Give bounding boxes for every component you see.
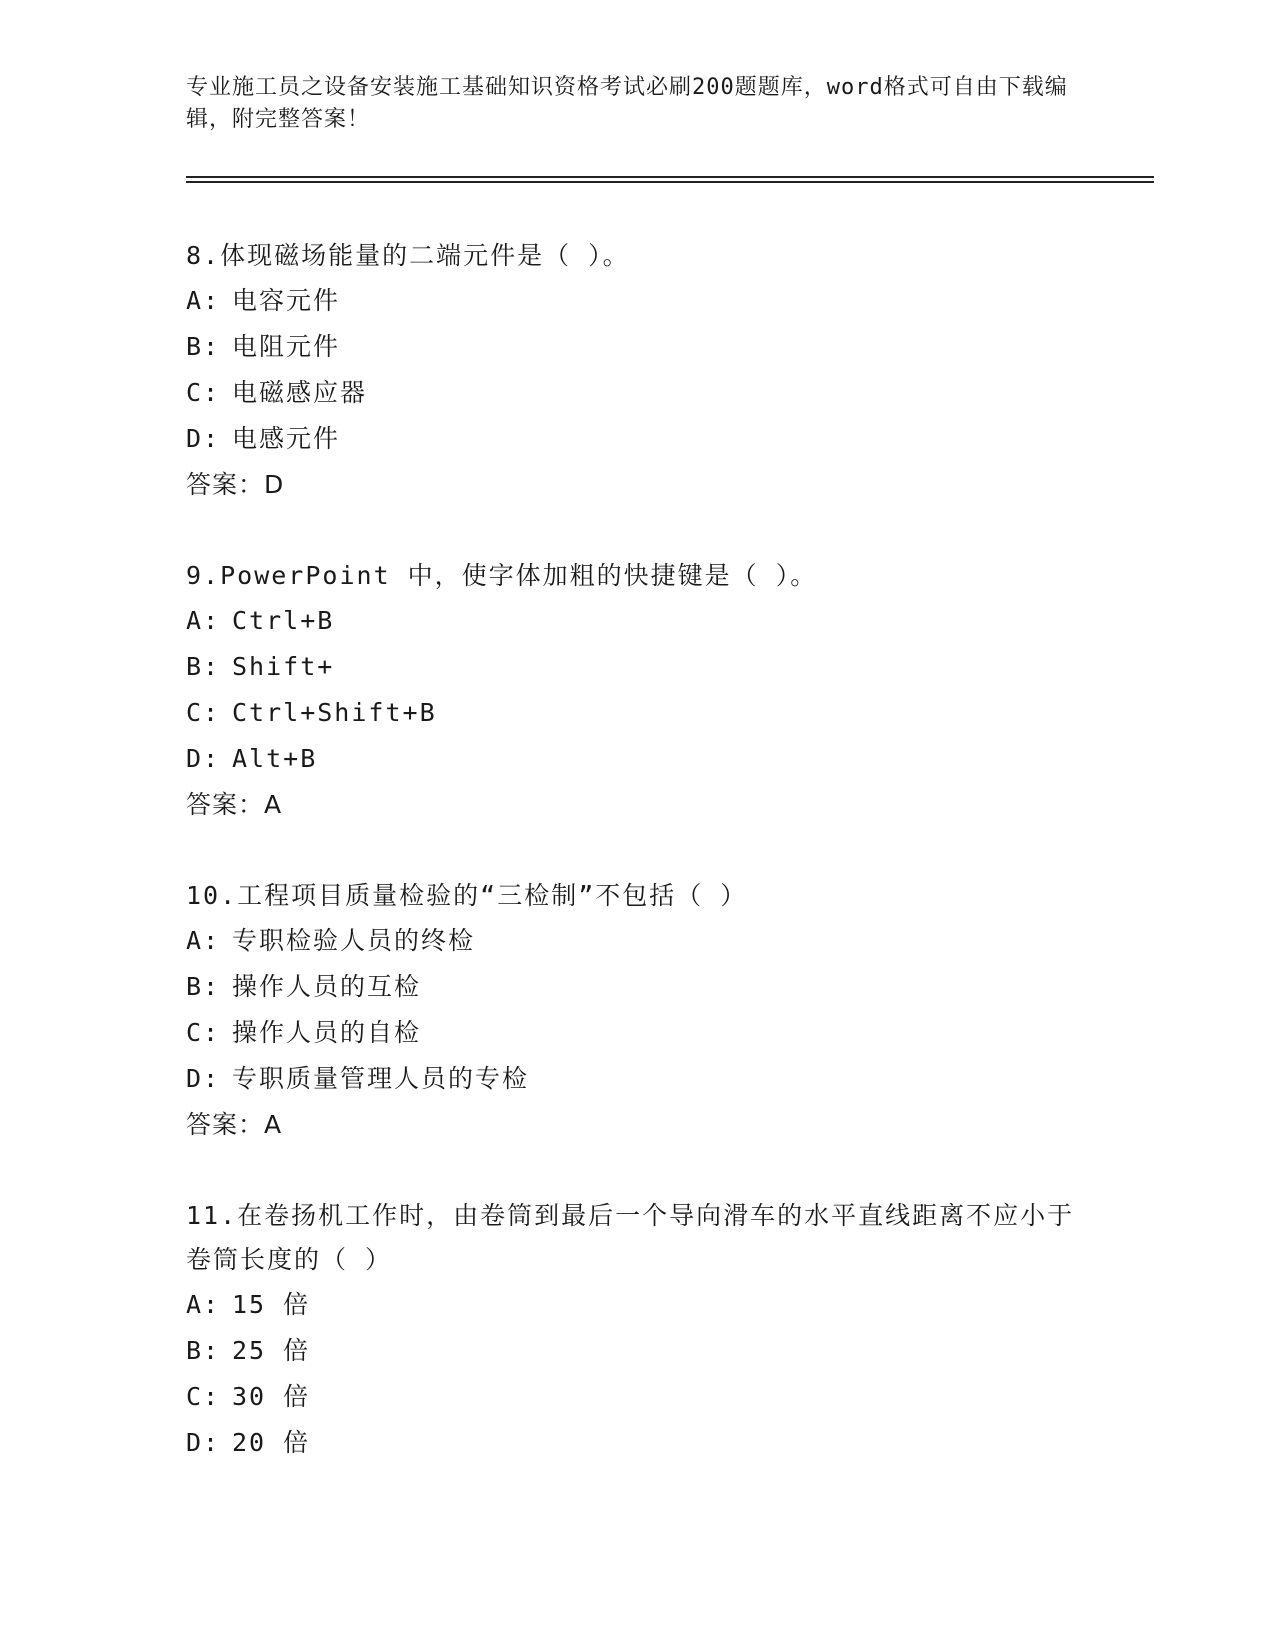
option-text: Alt+B [232, 744, 318, 773]
option-c [186, 370, 1086, 416]
option-text: 电阻元件 [232, 332, 341, 361]
option-text: 电磁感应器 [232, 378, 368, 407]
option-a [186, 278, 1086, 324]
question-11 [186, 1194, 1086, 1466]
answer-line: 答案：D [186, 470, 285, 499]
option-text: 30 倍 [232, 1382, 311, 1411]
option-a [186, 1282, 1086, 1328]
option-a [186, 598, 1086, 644]
option-text: Ctrl+B [232, 606, 335, 635]
question-9 [186, 554, 1086, 828]
option-d [186, 736, 1086, 782]
answer-line: 答案：A [186, 790, 283, 819]
document-header: 专业施工员之设备安装施工基础知识资格考试必刷200题题库，word格式可自由下载编辑，附完整答案！ [186, 75, 1068, 132]
option-text: Shift+ [232, 652, 335, 681]
option-letter: B: [186, 652, 221, 681]
option-text: 专职质量管理人员的专检 [232, 1064, 530, 1093]
option-c [186, 1010, 1086, 1056]
option-letter: B: [186, 972, 221, 1001]
question-stem: 8.体现磁场能量的二端元件是（ ）。 [186, 241, 630, 270]
option-d [186, 1056, 1086, 1102]
option-text: 操作人员的自检 [232, 1018, 422, 1047]
question-8 [186, 234, 1086, 508]
option-letter: C: [186, 1018, 221, 1047]
option-letter: A: [186, 1290, 221, 1319]
option-a [186, 918, 1086, 964]
header-rule-top [186, 176, 1154, 178]
option-c [186, 690, 1086, 736]
header-rule-bottom [186, 181, 1154, 183]
option-b [186, 964, 1086, 1010]
option-letter: C: [186, 1382, 221, 1411]
question-stem: 10.工程项目质量检验的“三检制”不包括（ ） [186, 881, 748, 910]
question-10 [186, 874, 1086, 1148]
option-letter: D: [186, 1064, 221, 1093]
option-letter: D: [186, 1428, 221, 1457]
option-letter: C: [186, 378, 221, 407]
question-stem: 9.PowerPoint 中，使字体加粗的快捷键是（ ）。 [186, 561, 818, 590]
question-stem: 11.在卷扬机工作时，由卷筒到最后一个导向滑车的水平直线距离不应小于卷筒长度的（ ） [186, 1201, 1075, 1274]
option-b [186, 644, 1086, 690]
option-text: 25 倍 [232, 1336, 311, 1365]
option-text: 专职检验人员的终检 [232, 926, 476, 955]
option-text: Ctrl+Shift+B [232, 698, 437, 727]
option-letter: A: [186, 926, 221, 955]
option-b [186, 1328, 1086, 1374]
option-text: 操作人员的互检 [232, 972, 422, 1001]
option-d [186, 416, 1086, 462]
option-letter: D: [186, 744, 221, 773]
option-letter: C: [186, 698, 221, 727]
option-letter: D: [186, 424, 221, 453]
option-letter: B: [186, 332, 221, 361]
option-text: 20 倍 [232, 1428, 311, 1457]
option-letter: B: [186, 1336, 221, 1365]
option-letter: A: [186, 606, 221, 635]
option-text: 15 倍 [232, 1290, 311, 1319]
option-text: 电容元件 [232, 286, 341, 315]
option-b [186, 324, 1086, 370]
option-c [186, 1374, 1086, 1420]
option-d [186, 1420, 1086, 1466]
option-text: 电感元件 [232, 424, 341, 453]
option-letter: A: [186, 286, 221, 315]
answer-line: 答案：A [186, 1110, 283, 1139]
